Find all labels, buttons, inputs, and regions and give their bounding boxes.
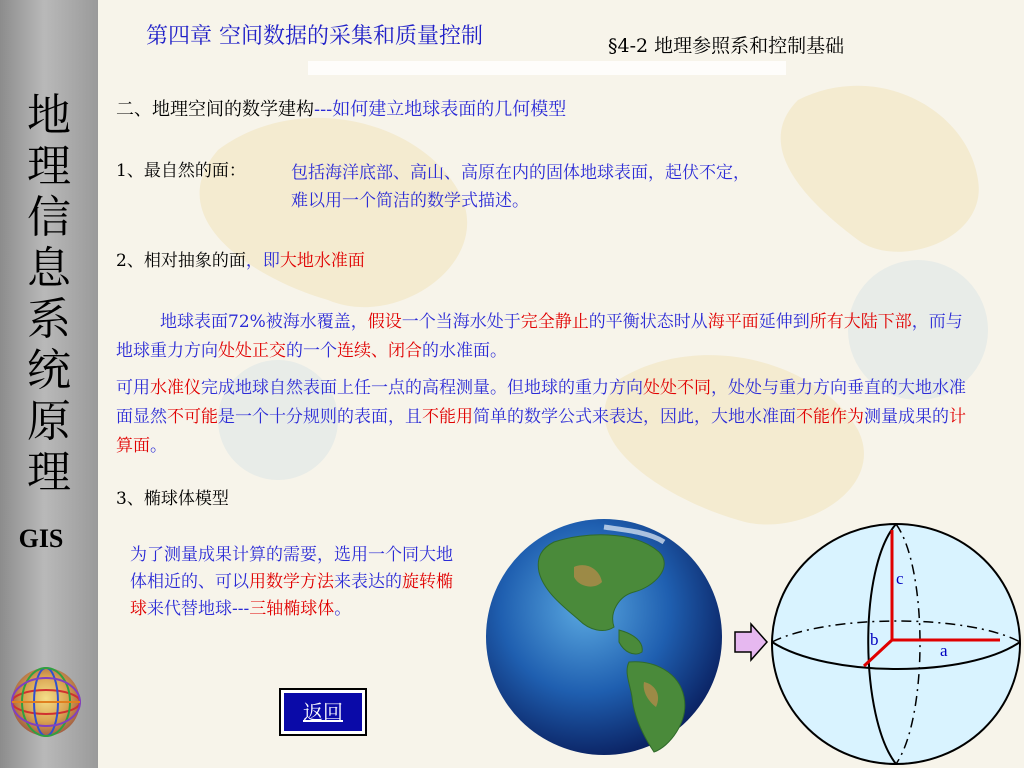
desc-segment: 旋转椭球 bbox=[130, 572, 453, 619]
back-button[interactable]: 返回 bbox=[281, 690, 365, 734]
para-segment: 不能用 bbox=[422, 407, 473, 427]
para-segment: 一个当海水处于 bbox=[401, 312, 521, 332]
earth-globe-image bbox=[484, 512, 724, 762]
ellipsoid-outline bbox=[772, 524, 1020, 764]
desc-segment: 来表达的 bbox=[334, 572, 402, 592]
para-segment: 可用 bbox=[116, 378, 150, 398]
axis-b-label: b bbox=[870, 630, 879, 649]
para-segment: 不能作为 bbox=[796, 407, 864, 427]
para-segment: 完全静止 bbox=[520, 312, 589, 332]
para-segment: 。 bbox=[150, 436, 167, 456]
sidebar-title-char: 原 bbox=[27, 396, 71, 447]
para-segment: 的平衡状态时从 bbox=[588, 312, 708, 332]
item1-text-line1: 包括海洋底部、高山、高原在内的固体地球表面，起伏不定， bbox=[291, 163, 750, 183]
sidebar-title-char: 息 bbox=[27, 243, 71, 294]
para-segment: 完成地球自然表面上任一点的高程测量。但地球的重力方向 bbox=[201, 378, 643, 398]
sidebar-title-char: 地 bbox=[27, 90, 71, 141]
axis-a-label: a bbox=[940, 641, 948, 660]
para-segment: 连续、闭合 bbox=[337, 341, 422, 361]
geoid-definition-paragraph bbox=[116, 308, 966, 366]
para-segment: 地球表面72%被海水覆盖， bbox=[160, 312, 368, 332]
item1-label: 1、最自然的面： bbox=[116, 161, 246, 181]
sidebar-title-char: 理 bbox=[27, 447, 71, 498]
item2-term: 大地水准面 bbox=[279, 251, 365, 271]
para-segment: 假设 bbox=[367, 312, 402, 332]
chapter-title: 第四章 空间数据的采集和质量控制 bbox=[146, 24, 483, 49]
section-title: §4-2 地理参照系和控制基础 bbox=[608, 35, 845, 57]
para-segment: ，处处与重力方向垂直的大地水准面显然 bbox=[116, 378, 966, 427]
right-arrow-icon bbox=[733, 622, 769, 662]
para-segment: 海平面 bbox=[707, 312, 759, 332]
sidebar bbox=[0, 0, 98, 768]
section-heading-sub: ---如何建立地球表面的几何模型 bbox=[314, 99, 567, 120]
para-segment: 的水准面。 bbox=[422, 341, 507, 361]
leveling-paragraph bbox=[116, 374, 966, 461]
desc-segment: --- bbox=[232, 599, 250, 619]
item2-label: 2、相对抽象的面 bbox=[116, 251, 246, 271]
desc-segment: 用数学方法 bbox=[249, 572, 334, 592]
sidebar-title-char: 信 bbox=[27, 192, 71, 243]
para-segment: 计算面 bbox=[116, 407, 966, 456]
sidebar-title-char: 统 bbox=[27, 345, 71, 396]
para-segment: 不可能 bbox=[167, 407, 218, 427]
sidebar-gis-label: GIS bbox=[18, 524, 64, 553]
item2-heading bbox=[116, 248, 365, 274]
desc-segment: 来代替地球 bbox=[147, 599, 232, 619]
para-segment: 测量成果的 bbox=[864, 407, 949, 427]
para-segment: 处处正交 bbox=[218, 341, 286, 361]
para-segment: 延伸到 bbox=[758, 312, 810, 332]
desc-segment: 。 bbox=[334, 599, 352, 619]
axis-c-label: c bbox=[896, 569, 904, 588]
rainbow-globe-logo-icon bbox=[6, 662, 86, 742]
para-segment: 所有大陆下部 bbox=[809, 312, 912, 332]
ellipsoid-description bbox=[130, 542, 455, 623]
desc-segment: 为了测量成果计算的需要，选用一个同大地体相近的、可以 bbox=[130, 545, 453, 592]
triaxial-ellipsoid-diagram bbox=[768, 518, 1024, 768]
para-segment: ，而与地球重力方向 bbox=[116, 312, 963, 361]
section-heading bbox=[116, 97, 566, 123]
sidebar-title-char: 理 bbox=[27, 141, 71, 192]
item1-text-line2: 难以用一个简洁的数学式描述。 bbox=[291, 191, 529, 211]
item2-separator: ，即 bbox=[245, 251, 280, 271]
para-segment: 水准仪 bbox=[150, 378, 201, 398]
desc-segment: 三轴椭球体 bbox=[249, 599, 335, 619]
sidebar-title-char: 系 bbox=[27, 294, 71, 345]
para-segment: 是一个十分规则的表面，且 bbox=[218, 407, 422, 427]
item3-label: 3、椭球体模型 bbox=[116, 489, 229, 509]
para-segment: 处处不同 bbox=[643, 378, 711, 398]
para-segment: 的一个 bbox=[286, 341, 337, 361]
title-underline-bar bbox=[308, 61, 786, 75]
para-segment: 简单的数学公式来表达，因此，大地水准面 bbox=[473, 407, 796, 427]
section-heading-main: 二、地理空间的数学建构 bbox=[116, 99, 314, 120]
